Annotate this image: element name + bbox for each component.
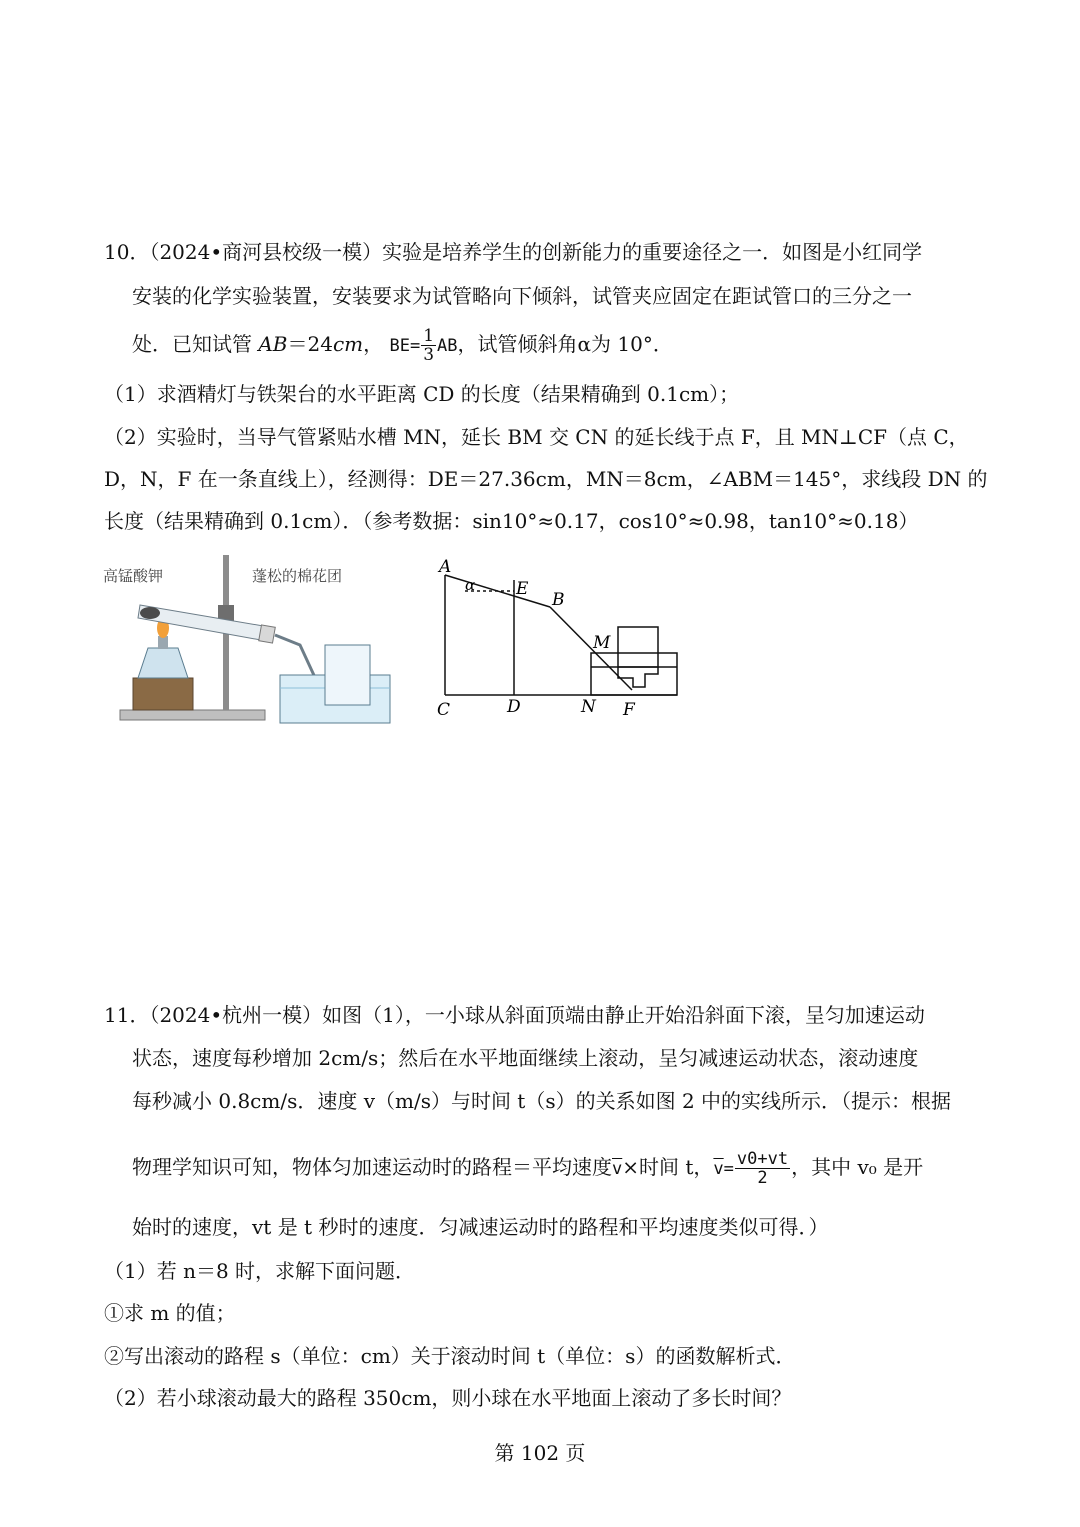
q10-var-ab: AB	[258, 332, 288, 356]
q10-be-num: 1	[423, 326, 435, 346]
q10-be-label: BE=	[389, 336, 421, 356]
water-trough-outline	[591, 653, 677, 695]
label-potassium-permanganate: 高锰酸钾	[103, 567, 164, 585]
reagent	[140, 607, 160, 619]
q11-sub-1-b: ②写出滚动的路程 s（单位：cm）关于滚动时间 t（单位：s）的函数解析式．	[104, 1344, 796, 1368]
q10-line-3-text: 处．已知试管	[132, 332, 259, 356]
q11-line-4-text: 物理学知识可知，物体匀加速运动时的路程＝平均速度	[132, 1155, 612, 1179]
q10-be-den: 3	[423, 345, 435, 365]
label-d: D	[507, 697, 521, 717]
q10-line-2: 安装的化学实验装置，安装要求为试管略向下倾斜，试管夹应固定在距试管口的三分之一	[132, 284, 912, 308]
label-c: C	[437, 700, 451, 720]
gas-jar	[325, 645, 370, 705]
cotton-plug	[259, 625, 276, 643]
label-e: E	[516, 579, 529, 599]
q10-sub-2-line-3: 长度（结果精确到 0.1cm）．（参考数据：sin10°≈0.17，cos10°≈0.98，tan10°≈0.18）	[104, 509, 919, 533]
q10-sub-2-line-2: D，N，F 在一条直线上），经测得：DE＝27.36cm，MN＝8cm，∠ABM＝145°，求线段 DN 的	[104, 467, 988, 491]
label-m: M	[593, 633, 611, 653]
page-number: 第 102 页	[494, 1441, 586, 1465]
q10-line-3-eq: ＝24	[287, 332, 333, 356]
q11-frac-num: v0+vt	[736, 1149, 789, 1169]
label-cotton-ball: 蓬松的棉花团	[252, 567, 343, 585]
q11-line-5: 始时的速度，vt 是 t 秒时的速度．匀减速运动时的路程和平均速度类似可得．）	[132, 1215, 829, 1239]
q11-line-4	[132, 1150, 923, 1187]
geometry-diagram	[425, 550, 690, 725]
q11-line-1: 11．（2024•杭州一模）如图（1），一小球从斜面顶端由静止开始沿斜面下滚，呈匀加速运动	[104, 1003, 925, 1027]
q11-frac-den: 2	[757, 1168, 768, 1188]
q10-sub-1: （1）求酒精灯与铁架台的水平距离 CD 的长度（结果精确到 0.1cm）；	[104, 382, 740, 406]
q10-sub-2-line-1: （2）实验时，当导气管紧贴水槽 MN，延长 BM 交 CN 的延长线于点 F，且 MN⊥CF（点 C，	[104, 425, 969, 449]
label-n: N	[581, 697, 596, 717]
q10-line-3	[132, 327, 673, 364]
lab-apparatus-illustration	[100, 550, 395, 730]
label-f: F	[623, 700, 635, 720]
q10-line-3-comma: ，	[363, 332, 384, 356]
q10-line-3-tail: ，试管倾斜角α为 10°．	[457, 332, 673, 356]
q11-eq-sign: =	[723, 1159, 734, 1179]
q11-line-3: 每秒减小 0.8cm/s．速度 v（m/s）与时间 t（s）的关系如图 2 中的实线所示．（提示：根据	[132, 1089, 952, 1113]
q11-vbar-1: $\overline{v}$	[612, 1159, 623, 1179]
jar-base	[618, 667, 658, 687]
q11-line-4-mid: ×时间 t，	[622, 1155, 714, 1179]
alcohol-lamp	[138, 648, 188, 678]
q11-avg-fraction	[735, 1150, 790, 1187]
q10-be-fraction	[421, 327, 436, 364]
q11-vbar-2: $\overline{v}$	[713, 1159, 724, 1179]
q11-sub-2: （2）若小球滚动最大的路程 350cm，则小球在水平地面上滚动了多长时间？	[104, 1386, 792, 1410]
q10-line-1: 10．（2024•商河县校级一模）实验是培养学生的创新能力的重要途径之一．如图是小红同学	[104, 240, 923, 264]
label-a: A	[439, 557, 452, 577]
q11-sub-1: （1）若 n＝8 时，求解下面问题．	[104, 1259, 416, 1283]
label-alpha: α	[465, 576, 476, 594]
wooden-block	[133, 678, 193, 710]
q11-sub-1-a: ①求 m 的值；	[104, 1301, 236, 1325]
jar-outline	[618, 627, 658, 667]
q11-line-4-tail: ，其中 v₀ 是开	[791, 1155, 924, 1179]
q10-unit-cm: cm	[332, 332, 364, 356]
q10-be-ab: AB	[437, 336, 458, 356]
label-b: B	[552, 590, 565, 610]
q11-line-2: 状态，速度每秒增加 2cm/s；然后在水平地面继续上滚动，呈匀减速运动状态，滚动速度	[132, 1046, 919, 1070]
stand-base	[120, 710, 265, 720]
